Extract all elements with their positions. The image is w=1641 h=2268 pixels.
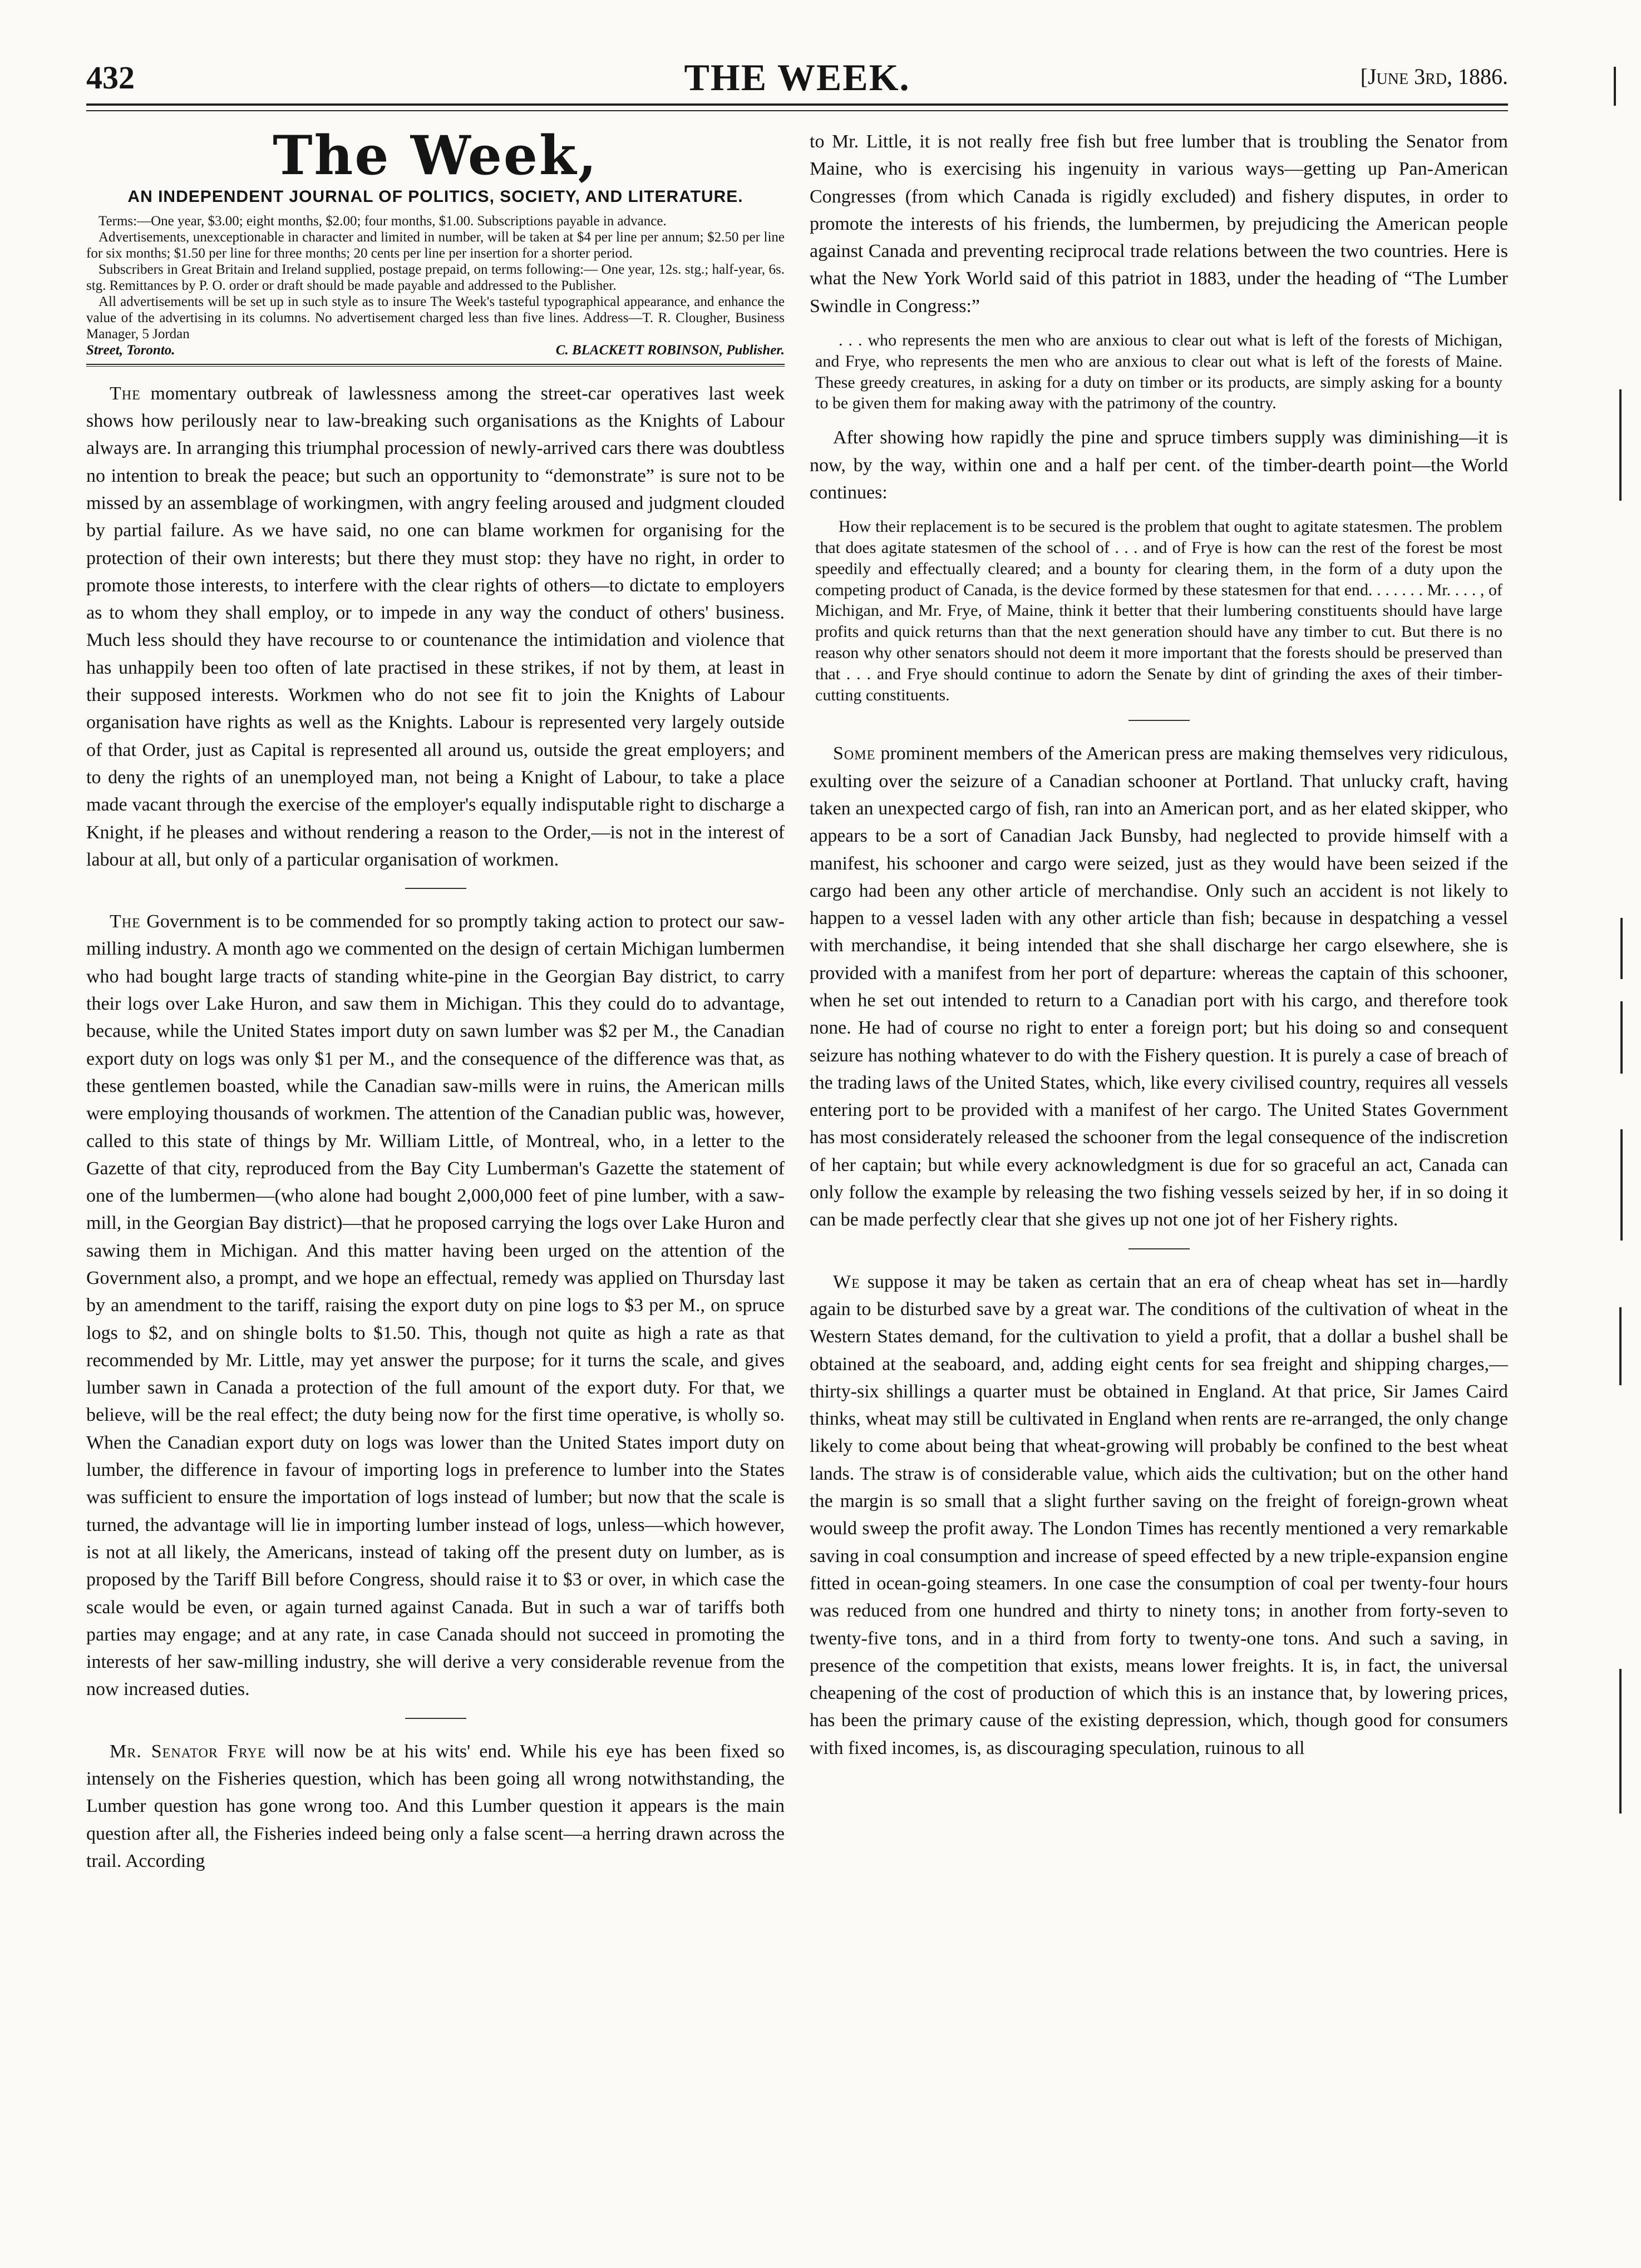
quote-world-continues: How their replacement is to be secured is the problem that ought to agitate statesmen. The problem that does agitate statesmen of the school of . . . and of Frye is how can the rest of the forest be most speedily and effectually cleared; and a bounty for clearing them, in the form of a duty upon the competing product of Canada, is the device formed by these statesmen for that end. . . . . . . Mr. . . . , of Michigan, and Mr. Frye, of Maine, think it better that their lumbering constituents should have large profits and quick returns than that the next generation should have any timber to cut. But there is no reason why other senators should not deem it more important that the forests should be preserved than that . . . and Frye should continue to adorn the Senate by dint of grinding the axes of their timber-cutting constituents.	[815, 517, 1502, 704]
terms-block	[86, 213, 785, 358]
article-schooner	[810, 740, 1508, 1233]
masthead-rule	[86, 364, 785, 365]
quote-world-1883: . . . who represents the men who are anxious to clear out what is left of the forests of Michigan, and Frye, who represents the men who are anxious to clear out what is left of the forests of Maine. These greedy creatures, in asking for a duty on timber or its products, are simply asking for a bounty to be given them for making away with the patrimony of the country.	[815, 331, 1502, 413]
margin-mark	[1614, 67, 1616, 106]
terms-subscription: Terms:—One year, $3.00; eight months, $2.00; four months, $1.00. Subscriptions payable in advance.	[98, 213, 667, 229]
margin-mark	[1619, 1669, 1622, 1814]
section-separator	[1129, 1248, 1190, 1249]
article-frye-continued: to Mr. Little, it is not really free fish but free lumber that is troubling the Senator from Maine, who is exercising his ingenuity in various ways—getting up Pan-American Congresses (from which Canada is rigidly excluded) and fishery disputes, in order to promote the interests of his friends, the lumbermen, by prejudicing the American people against Canada and preventing reciprocal trade relations between the two countries. Here is what the New York World said of this patriot in 1883, under the heading of “The Lumber Swindle in Congress:”	[810, 131, 1508, 317]
margin-mark	[1619, 389, 1622, 501]
masthead-subtitle: AN INDEPENDENT JOURNAL OF POLITICS, SOCIETY, AND LITERATURE.	[127, 187, 743, 206]
header-rule	[86, 103, 1508, 106]
margin-mark	[1620, 1001, 1623, 1074]
article-text: prominent members of the American press are making themselves very ridiculous, exulting over the seizure of a Canadian schooner at Portland. That unlucky craft, having taken an unexpected cargo of fish, ran into an American port, and as her elated skipper, who appears to be a sort of Canadian Jack Bunsby, had neglected to provide himself with a manifest, his schooner and cargo were seized, just as they would have been seized if the cargo had been any other article of merchandise. Only such an accident is not likely to happen to a vessel laden with any other article than fish; because in despatching a vessel with merchandise, it being intended that she shall discharge her cargo elsewhere, she is provided with a manifest from her port of departure: whereas the captain of this schooner, when he set out intended to return to a Canadian port with his cargo, and therefore took none. He had of course no right to enter a foreign port; but his doing so and consequent seizure has nothing whatever to do with the Fishery question. It is purely a case of breach of the trading laws of the United States, which, like every civilised country, requires all vessels entering port to be provided with a manifest of her cargo. The United States Government has most considerately released the schooner from the legal consequence of the indiscretion of her captain; but while every acknowledgment is due for so graceful an act, Canada can only follow the example by releasing the two fishing vessels seized by her, if in so doing it can be made perfectly clear that she gives up not one jot of her Fishery rights.	[810, 743, 1508, 1231]
running-head	[86, 56, 1508, 100]
lead-word: The	[110, 383, 141, 404]
article-text: Government is to be commended for so promptly taking action to protect our saw-milling industry. A month ago we commented on the design of certain Michigan lumbermen who had bought large tracts of standing white-pine in the Georgian Bay district, to carry their logs over Lake Huron, and saw them in Michigan. This they could do to advantage, because, while the United States import duty on sawn lumber was $2 per M., the Canadian export duty on logs was only $1 per M., and the consequence of the difference was that, as these gentlemen boasted, while the Canadian saw-mills were in ruins, the American mills were employing thousands of workmen. The attention of the Canadian public was, however, called to this state of things by Mr. William Little, of Montreal, who, in a letter to the Gazette of that city, reproduced from the Bay City Lumberman's Gazette the statement of one of the lumbermen—(who alone had bought 2,000,000 feet of pine lumber, with a saw-mill, in the Georgian Bay district)—that he proposed carrying the logs over Lake Huron and sawing them in Michigan. And this matter having been urged on the attention of the Government also, a prompt, and we hope an effectual, remedy was applied on Thursday last by an amendment to the tariff, raising the export duty on pine logs to $3 per M., on spruce logs to $2, and on shingle bolts to $1.50. This, though not quite as high a rate as that recommended by Mr. Little, may yet answer the purpose; for it turns the scale, and gives lumber sawn in Canada a protection of the full amount of the export duty. For that, we believe, will be the real effect; the duty being now for the first time operative, is wholly so. When the Canadian export duty on logs was lower than the United States import duty on lumber, the difference in favour of importing logs in preference to lumber into the States was sufficient to ensure the importation of logs instead of lumber; but now that the scale is turned, the advantage will lie in importing lumber instead of logs, unless—which however, is not at all likely, the Americans, instead of taking off the present duty on lumber, as is proposed by the Tariff Bill before Congress, should raise it to $3 or over, in which case the scale would be even, or again turned against Canada. But in such a war of tariffs both parties may engage; and at any rate, in case Canada should not succeed in promoting the interests of her saw-milling industry, she will derive a very considerable revenue from the now increased duties.	[86, 911, 785, 1700]
publisher-name: C. BLACKETT ROBINSON, Publisher.	[555, 342, 785, 358]
page-number: 432	[86, 60, 135, 96]
terms-subscribers: Subscribers in Great Britain and Ireland supplied, postage prepaid, on terms following:— One year, 12s. stg.; half-year, 6s. stg. Remittances by P. O. order or draft should be made payable and addressed to the Publisher.	[86, 261, 785, 293]
article-timber-dearth: After showing how rapidly the pine and spruce timbers supply was diminishing—it is now, by the way, within one and a half per cent. of the timber-dearth point—the World continues:	[810, 427, 1508, 503]
article-text: suppose it may be taken as certain that an era of cheap wheat has set in—hardly again to be disturbed save by a great war. The conditions of the cultivation of wheat in the Western States demand, for the cultivation to yield a profit, that a dollar a bushel shall be obtained at the seaboard, and, adding eight cents for sea freight and shipping charges,—thirty-six shillings a quarter must be obtained in England. At that price, Sir James Caird thinks, wheat may still be cultivated in England when rents are re-arranged, the only change likely to come about being that wheat-growing will probably be confined to the best wheat lands. The straw is of considerable value, which aids the cultivation; but on the other hand the margin is so small that a slight further saving on the freight of foreign-grown wheat would sweep the profit away. The London Times has recently mentioned a very remarkable saving in coal consumption and increase of speed effected by a new triple-expansion engine fitted in ocean-going steamers. In one case the consumption of coal per twenty-four hours was reduced from one hundred and thirty to ninety tons; in another from forty-seven to twenty-five tons, and in a third from forty to twenty-one tons. And such a saving, in presence of the competition that exists, means lower freights. It is, in fact, the universal cheapening of the cost of production of which this is an instance that, by lowering prices, has been the primary cause of the existing depression, which, though good for consumers with fixed incomes, is, as discouraging speculation, ruinous to all	[810, 1271, 1508, 1758]
article-senator-frye	[86, 1738, 785, 1875]
article-text: will now be at his wits' end. While his eye has been fixed so intensely on the Fisheries question, which has been going all wrong notwithstanding, the Lumber question has gone wrong too. And this Lumber question it appears is the main question after all, the Fisheries indeed being only a false scent—a herring drawn across the trail. According	[86, 1741, 785, 1871]
section-separator	[405, 1718, 466, 1719]
publisher-line	[86, 342, 785, 358]
section-separator	[405, 888, 466, 889]
masthead-title: The Week,	[273, 124, 598, 187]
masthead	[86, 124, 785, 206]
left-column	[86, 124, 785, 1875]
terms-advertisements: Advertisements, unexceptionable in character and limited in number, will be taken at $4 per line per annum; $2.50 per line for six months; $1.50 per line for three months; 20 cents per line per insertion for a shorter period.	[86, 229, 785, 261]
margin-mark	[1620, 918, 1623, 979]
right-column	[810, 128, 1508, 1762]
article-cheap-wheat	[810, 1268, 1508, 1762]
article-street-car	[86, 380, 785, 873]
lead-word: We	[833, 1271, 860, 1292]
margin-mark	[1619, 1307, 1622, 1385]
masthead-rule-thin	[86, 366, 785, 367]
lead-word: Some	[833, 743, 876, 764]
article-saw-milling	[86, 908, 785, 1703]
terms-all-ads: All advertisements will be set up in such style as to insure The Week's tasteful typographical appearance, and enhance the value of the advertising in its columns. No advertisement charged less than five lines. Address—T. R. Clougher, Business Manager, 5 Jordan	[86, 294, 785, 342]
issue-date: [June 3rd, 1886.	[1360, 64, 1508, 89]
page-title: THE WEEK.	[684, 56, 910, 98]
publisher-address: Street, Toronto.	[86, 342, 175, 358]
header-rule-thin	[86, 110, 1508, 111]
section-separator	[1129, 720, 1190, 721]
margin-mark	[1620, 1129, 1623, 1241]
article-text: momentary outbreak of lawlessness among the street-car operatives last week shows how perilously near to law-breaking such organisations as the Knights of Labour always are. In arranging this triumphal procession of newly-arrived cars there was doubtless no intention to break the peace; but such an opportunity to “demonstrate” is sure not to be missed by an assemblage of workingmen, with angry feeling aroused and judgment clouded by partial failure. As we have said, no one can blame workmen for organising for the protection of their own interests; but there they must stop: they have no right, in order to promote those interests, to interfere with the clear rights of others—to dictate to employers as to whom they shall employ, or to impede in any way the conduct of others' business. Much less should they have recourse to or countenance the intimidation and violence that has unhappily been too often of late practised in these strikes, if not by them, at least in their supposed interests. Workmen who do not see fit to join the Knights of Labour organisation have rights as well as the Knights. Labour is represented very largely outside of that Order, just as Capital is represented all around us, outside the great employers; and to deny the rights of an unemployed man, not being a Knight of Labour, to take a place made vacant through the exercise of the employer's equally indisputable right to discharge a Knight, if he pleases and without rendering a reason to the Order,—is not in the interest of labour at all, but only of a particular organisation of workmen.	[86, 383, 785, 870]
lead-word: The	[110, 911, 141, 932]
lead-word: Mr. Senator Frye	[110, 1741, 267, 1762]
